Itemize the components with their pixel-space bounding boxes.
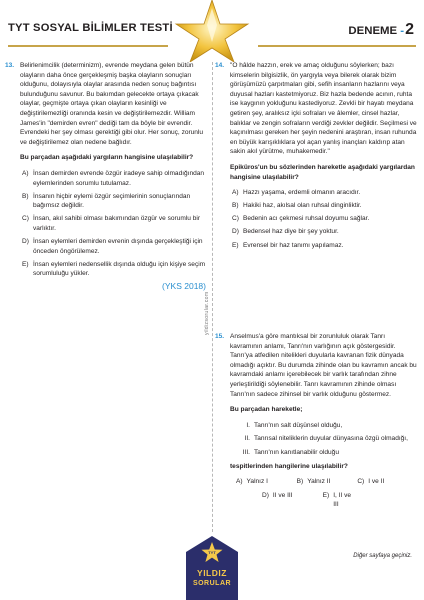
logo-line-2: SORULAR: [192, 580, 232, 587]
option-d[interactable]: D) İnsan eylemleri demirden evrenin dışında gerçekleştiği için önceden öngörülemez.: [22, 238, 203, 255]
option-c[interactable]: C) Bedenin acı çekmesi ruhsal doyumu sağlar.: [232, 215, 370, 223]
option-b[interactable]: B) İnsanın hiçbir eylemi özgür seçimlerinin sonuçlarından bağımsız değildir.: [22, 192, 191, 210]
option-d[interactable]: D) Bedensel haz diye bir şey yoktur.: [232, 228, 339, 236]
option-e[interactable]: E) İnsan eylemleri nedensellik dışında olduğu için kişiye seçim sorumluluğu yükler.: [22, 260, 206, 278]
option-e[interactable]: E) I, II ve III: [322, 491, 352, 509]
question-passage: Anselmus'a göre mantıksal bir zorunluluk olarak Tanrı kavramının anlamı, Tanrı'nın varlığının açık göstergesidir. Tanrı'ya atfedilen nitelikleri duyularla kavranan fizik dünyada olmadığı açıktır. Bu durumda zihinde olan bu kavramın ancak bu kavramdaki anlamı içerebilecek bir varlık tarafından zihne yerleştirildiği söylenebilir. Tanrı kavramının zihinde olması Tanrı'nın sadece zihinsel bir varlık olduğunu göstermez.: [230, 333, 417, 398]
options-list: [230, 477, 418, 510]
option-b[interactable]: B) Yalnız II: [296, 478, 331, 486]
option-d[interactable]: D) II ve III: [262, 491, 293, 499]
statement-3: III. Tanrı'nın kanıtlanabilir olduğu: [242, 448, 339, 456]
question-stem: Bu parçadan hareketle;: [230, 406, 303, 414]
source-label: (YKS 2018): [162, 281, 206, 292]
test-title: TYT SOSYAL BİLİMLER TESTİ: [8, 22, 173, 34]
question-number: 15.: [215, 333, 225, 340]
column-divider: [212, 62, 213, 532]
next-page-note: Diğer sayfaya geçiniz.: [353, 553, 412, 559]
option-a[interactable]: A) Yalnız I: [236, 478, 268, 486]
star-icon: [172, 0, 252, 62]
option-b[interactable]: B) Hakiki haz, akılsal olan ruhsal dinginliktir.: [232, 202, 362, 210]
options-list: [230, 188, 418, 250]
deneme-label: [348, 21, 414, 39]
question-stem: Bu parçadan aşağıdaki yargıların hangisine ulaşılabilir?: [20, 154, 194, 162]
options-list: [20, 169, 206, 279]
header-rule-left: [8, 45, 168, 47]
logo-shape: [176, 532, 248, 600]
question-13: [5, 61, 206, 292]
option-e[interactable]: E) Evrensel bir haz tanımı yapılamaz.: [232, 241, 344, 249]
question-number: 13.: [5, 62, 15, 69]
question-number: 14.: [215, 62, 225, 69]
deneme-number: 2: [405, 21, 414, 38]
question-passage: Belirlenimcilik (determinizm), evrende meydana gelen bütün olayların daha önce gerçekleşmiş başka olayların sonuçları olduğunu, dolayısıyla olaylar arasında neden sonuç bağıntısı bulunduğunu savunur. Bu bakımdan gelecekte ortaya çıkacak olaylar, geçmişte ortaya çıkan olayların kesinliği ve değiştirilemezliği oranında kesin ve değiştirilemezdir. William James'in "demirden evren" dediği tam da böyle bir evrendir. Evrendeki her şey olması gerektiği gibi olur. Her sonuç, zorunlu ve değiştirilemez olan nedene bağlıdır.: [20, 62, 204, 146]
question-stem-2: tespitlerinden hangilerine ulaşılabilir?: [230, 462, 348, 470]
option-c[interactable]: C) I ve II: [357, 478, 385, 486]
option-a[interactable]: A) Hazzı yaşama, erdemli olmanın aracıdır.: [232, 189, 361, 197]
statements-list: [230, 421, 418, 458]
deneme-sep: -: [400, 25, 405, 37]
statement-1: I. Tanrı'nın salt düşünsel olduğu,: [246, 421, 343, 429]
header-rule-right: [258, 45, 416, 47]
logo-badge: TYT: [208, 550, 216, 555]
statement-2: II. Tanrısal niteliklerin duyular dünyasına özgü olmadığı,: [244, 435, 408, 443]
question-stem: Epiküros'un bu sözlerinden hareketle aşağıdaki yargılardan hangisine ulaşılabilir?: [230, 163, 415, 181]
option-c[interactable]: C) İnsan, akıl sahibi olması bakımından özgür ve sorumlu bir varlıktır.: [22, 215, 201, 232]
watermark: yildizsorular.com: [204, 291, 210, 335]
question-15: [215, 332, 418, 510]
logo-line-1: YILDIZ: [197, 568, 227, 578]
option-a[interactable]: A) İnsan demirden evrende özgür iradeye sahip olmadığından eylemlerinden sorumlu tutulamaz.: [22, 169, 205, 187]
yildiz-sorular-logo: [176, 532, 248, 600]
question-14: [215, 61, 418, 254]
deneme-text: DENEME: [348, 25, 398, 37]
question-passage: "O hâlde hazzın, erek ve amaç olduğunu söylerken; bazı kimselerin bilgisizlik, ön yargıyla veya bilerek olarak bizim görüşümüzü çarpıtmaları gibi, sefih insanların hazlarını veya duyusal hazları kastetmiyoruz. Biz hazla bedende acının, ruhta ise kaygının yokluğunu kastediyoruz. Zevkli bir hayatı meydana getiren şey, aralıksız içki sofraları ve âlemler, cinsel hazlar, balıklar ve zengin sofraların verdiği zevkler değildir. Seçilmesi ve kaçınılması gereken her şeyin nedenini araştıran, insan ruhunda en büyük karışıklıklara yol açan yanlış inançları kaldırıp atan sakin akıl yürütme, muhakemedir.": [230, 62, 417, 156]
